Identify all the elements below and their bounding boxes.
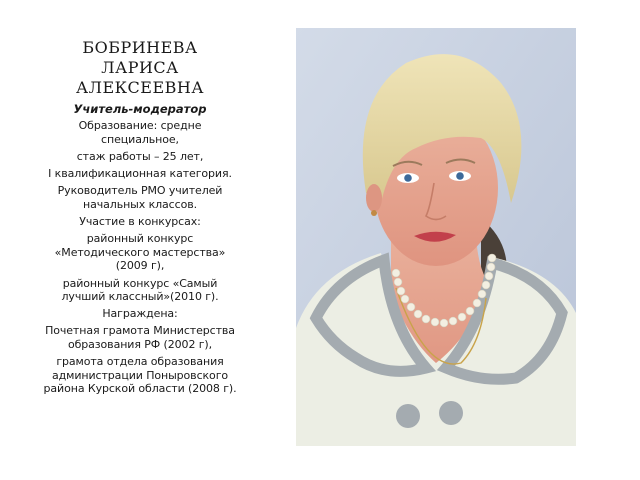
detail-paragraph	[22, 167, 258, 181]
detail-paragraph	[22, 277, 258, 304]
detail-line: стаж работы – 25 лет,	[76, 149, 204, 163]
detail-line: района Курской области (2008 г).	[43, 382, 237, 396]
iris	[456, 172, 464, 180]
detail-line: Участие в конкурсах:	[79, 214, 201, 228]
detail-paragraph	[22, 232, 258, 273]
teacher-info	[22, 38, 258, 400]
detail-line: Награждена:	[102, 307, 178, 321]
detail-line: Образование: средне	[78, 119, 202, 132]
detail-paragraph	[22, 184, 258, 211]
detail-paragraph	[22, 150, 258, 164]
detail-paragraph	[22, 355, 258, 396]
iris	[404, 174, 412, 182]
detail-line: администрации Поныровского	[52, 368, 228, 382]
detail-line: (2009 г),	[115, 259, 165, 273]
name-line: АЛЕКСЕЕВНА	[76, 78, 204, 97]
detail-paragraph	[22, 215, 258, 229]
detail-paragraph	[22, 324, 258, 351]
teacher-name	[22, 38, 258, 98]
detail-line: «Методического мастерства»	[54, 245, 226, 259]
detail-line: Руководитель РМО учителей	[57, 184, 223, 198]
detail-paragraph	[22, 307, 258, 321]
teacher-photo	[296, 28, 576, 446]
detail-line: лучший классный»(2010 г).	[61, 290, 219, 304]
detail-line: начальных классов.	[83, 197, 197, 211]
detail-line: специальное,	[101, 132, 179, 146]
portrait-photo-icon	[296, 28, 576, 446]
teacher-role: Учитель-модератор	[73, 102, 207, 116]
detail-line: I квалификационная категория.	[48, 166, 232, 180]
detail-line: Почетная грамота Министерства	[45, 324, 235, 338]
ear	[366, 184, 382, 212]
jacket-button	[396, 404, 420, 428]
detail-line: районный конкурс	[86, 232, 194, 246]
teacher-details	[22, 119, 258, 396]
name-line: ЛАРИСА	[101, 58, 179, 77]
detail-line: образования РФ (2002 г),	[67, 338, 213, 352]
jacket-button	[439, 401, 463, 425]
name-line: БОБРИНЕВА	[82, 38, 198, 57]
detail-line: грамота отдела образования	[56, 355, 224, 369]
detail-line: районный конкурс «Самый	[62, 276, 218, 290]
earring	[371, 210, 377, 216]
detail-paragraph	[22, 119, 258, 146]
